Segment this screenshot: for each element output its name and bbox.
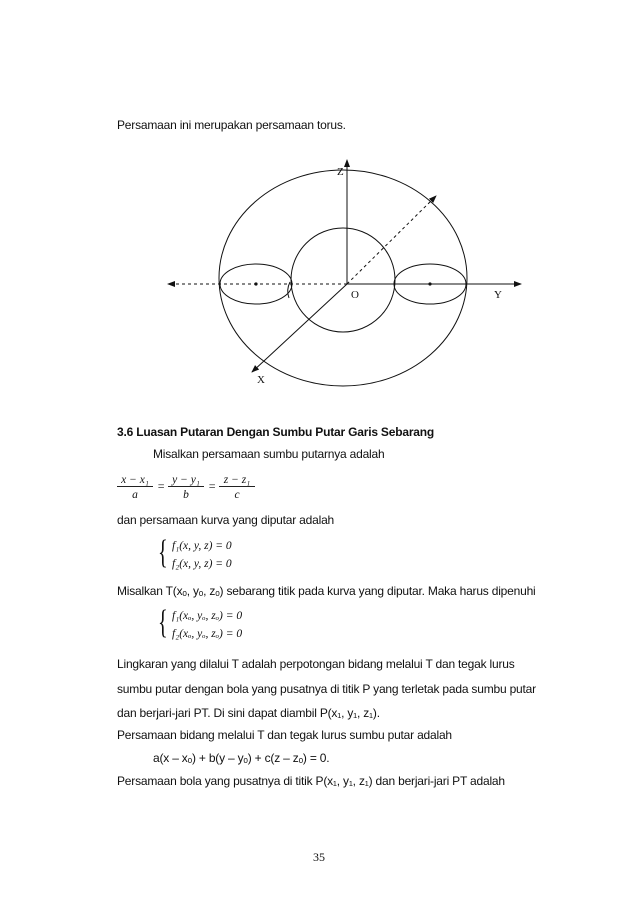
fraction-z-numerator: z − z₁ — [219, 474, 255, 487]
plane-equation-intro: Persamaan bidang melalui T dan tegak lurus sumbu putar adalah — [117, 728, 452, 742]
curve-equation-system — [158, 536, 278, 574]
plane-equation: a(x – xₒ) + b(y – yₒ) + c(z – zₒ) = 0. — [153, 751, 330, 765]
x-axis — [252, 284, 347, 372]
fraction-z — [219, 474, 255, 501]
fraction-y-numerator: y − y₁ — [168, 474, 204, 487]
label-z: Z — [337, 166, 344, 178]
fraction-x-denominator: a — [132, 489, 138, 501]
circle-paragraph-line-1: Lingkaran yang dilalui T adalah perpotongan bidang melalui T dan tegak lurus — [117, 657, 515, 671]
label-y: Y — [494, 289, 502, 301]
circle-paragraph-line-3: dan berjari-jari PT. Di sini dapat diambil P(x₁, y₁, z₁). — [117, 706, 380, 720]
page-number: 35 — [313, 850, 325, 864]
intro-line: Persamaan ini merupakan persamaan torus. — [117, 118, 346, 132]
left-brace: { — [158, 604, 168, 641]
label-o: O — [351, 289, 359, 301]
point-equation-line-1: f₁(xₒ, yₒ, zₒ) = 0 — [172, 610, 243, 622]
point-equation-system — [158, 606, 278, 644]
section-heading: 3.6 Luasan Putaran Dengan Sumbu Putar Garis Sebarang — [117, 425, 435, 439]
equals-sign-2: = — [208, 479, 217, 493]
fraction-z-denominator: c — [234, 489, 240, 501]
fraction-x — [117, 474, 153, 501]
equals-sign-1: = — [157, 479, 166, 493]
label-x: X — [257, 374, 265, 386]
curve-equation-line-2: f₂(x, y, z) = 0 — [172, 558, 232, 570]
left-brace: { — [158, 534, 168, 571]
point-t-intro: Misalkan T(xₒ, yₒ, zₒ) sebarang titik pada kurva yang diputar. Maka harus dipenuhi — [117, 584, 536, 598]
fraction-y-denominator: b — [183, 489, 189, 501]
negative-x-axis — [347, 196, 436, 284]
point-equation-line-2: f₂(xₒ, yₒ, zₒ) = 0 — [172, 628, 243, 640]
inner-circle — [291, 228, 395, 332]
axis-equation-intro: Misalkan persamaan sumbu putarnya adalah — [153, 447, 385, 461]
curve-equation-intro: dan persamaan kurva yang diputar adalah — [117, 513, 335, 527]
fraction-x-numerator: x − x₁ — [117, 474, 153, 487]
small-arc — [288, 282, 290, 298]
fraction-y — [168, 474, 204, 501]
circle-paragraph-line-2: sumbu putar dengan bola yang pusatnya di titik P yang terletak pada sumbu putar — [117, 682, 536, 696]
sphere-equation-intro: Persamaan bola yang pusatnya di titik P(x₁, y₁, z₁) dan berjari-jari PT adalah — [117, 774, 505, 788]
curve-equation-line-1: f₁(x, y, z) = 0 — [172, 540, 232, 552]
